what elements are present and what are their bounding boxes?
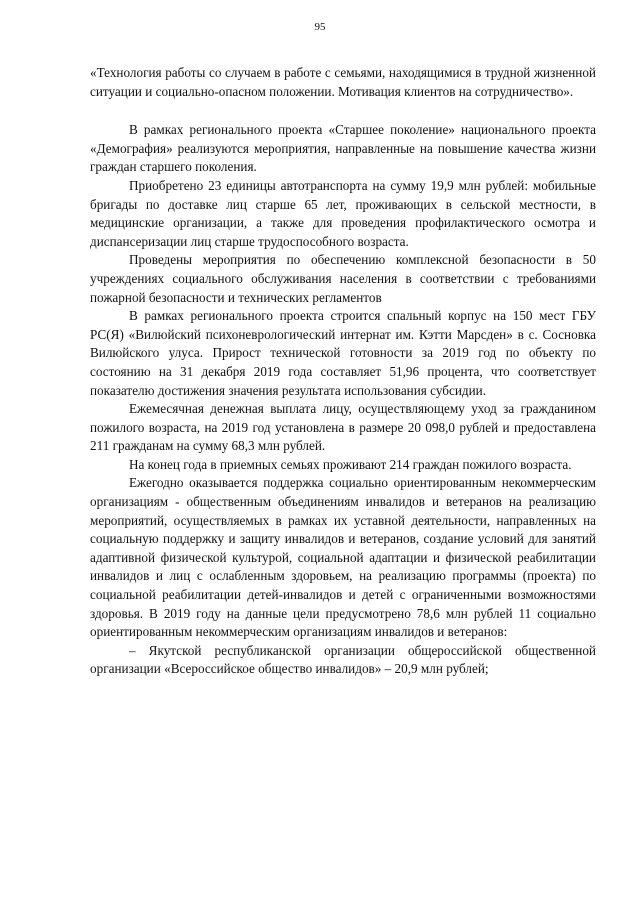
paragraph-monthly-payment: Ежемесячная денежная выплата лицу, осуществляющему уход за гражданином пожилого возраста, на 2019 год установлена в размере 20 098,0 рублей и предоставлена 211 гражданам на сумму 68,3 млн рублей. <box>90 401 596 454</box>
page-number: 95 <box>314 21 326 33</box>
paragraph-senior-generation-project: В рамках регионального проекта «Старшее поколение» национального проекта «Демография» реализуются мероприятия, направленные на повышение качества жизни граждан старшего поколения. <box>90 122 596 175</box>
intro-paragraph: «Технология работы со случаем в работе с семьями, находящимися в трудной жизненной ситуации и социально-опасном положении. Мотивация клиентов на сотрудничество». <box>90 65 596 99</box>
list-item-disabled-society: – Якутской республиканской организации общероссийской общественной организации «Всероссийское общество инвалидов» – 20,9 млн рублей; <box>90 642 596 677</box>
paragraph-vehicles-purchased: Приобретено 23 единицы автотранспорта на сумму 19,9 млн рублей: мобильные бригады по доставке лиц старше 65 лет, проживающих в сельской местности, в медицинские организации, а также для проведения профилактического осмотра и диспансеризации лиц старше трудоспособного возраста. <box>90 177 596 249</box>
paragraph-dormitory-construction: В рамках регионального проекта строится спальный корпус на 150 мест ГБУ РС(Я) «Вилюйский психоневрологический интернат им. Кэтти Марсден» в с. Сосновка Вилюйского улуса. Прирост технической готовности за 2019 год по объекту по состоянию на 31 декабря 2019 года составляет 51,96 процента, что соответствует показателю достижения значения результата использования субсидии. <box>90 308 596 398</box>
document-body <box>90 64 596 679</box>
paragraph-safety-measures: Проведены мероприятия по обеспечению комплексной безопасности в 50 учреждениях социального обслуживания населения в соответствии с требованиями пожарной безопасности и технических регламентов <box>90 252 596 305</box>
paragraph-foster-families: На конец года в приемных семьях проживают 214 граждан пожилого возраста. <box>129 456 572 472</box>
paragraph-nonprofit-support: Ежегодно оказывается поддержка социально ориентированным некоммерческим организациям - общественным объединениям инвалидов и ветеранов на реализацию мероприятий, осуществляемых в рамках их уставной деятельности, направленных на социальную поддержку и защиту инвалидов и ветеранов, создание условий для занятий адаптивной физической культурой, социальной адаптации и физической реабилитации инвалидов и лиц с ослабленным здоровьем, на реализацию программы (проекта) по социальной реабилитации детей-инвалидов и детей с ограниченными возможностями здоровья. В 2019 году на данные цели предусмотрено 78,6 млн рублей 11 социально ориентированным некоммерческим организациям инвалидов и ветеранов: <box>90 475 596 640</box>
paragraph-gap <box>90 101 596 121</box>
